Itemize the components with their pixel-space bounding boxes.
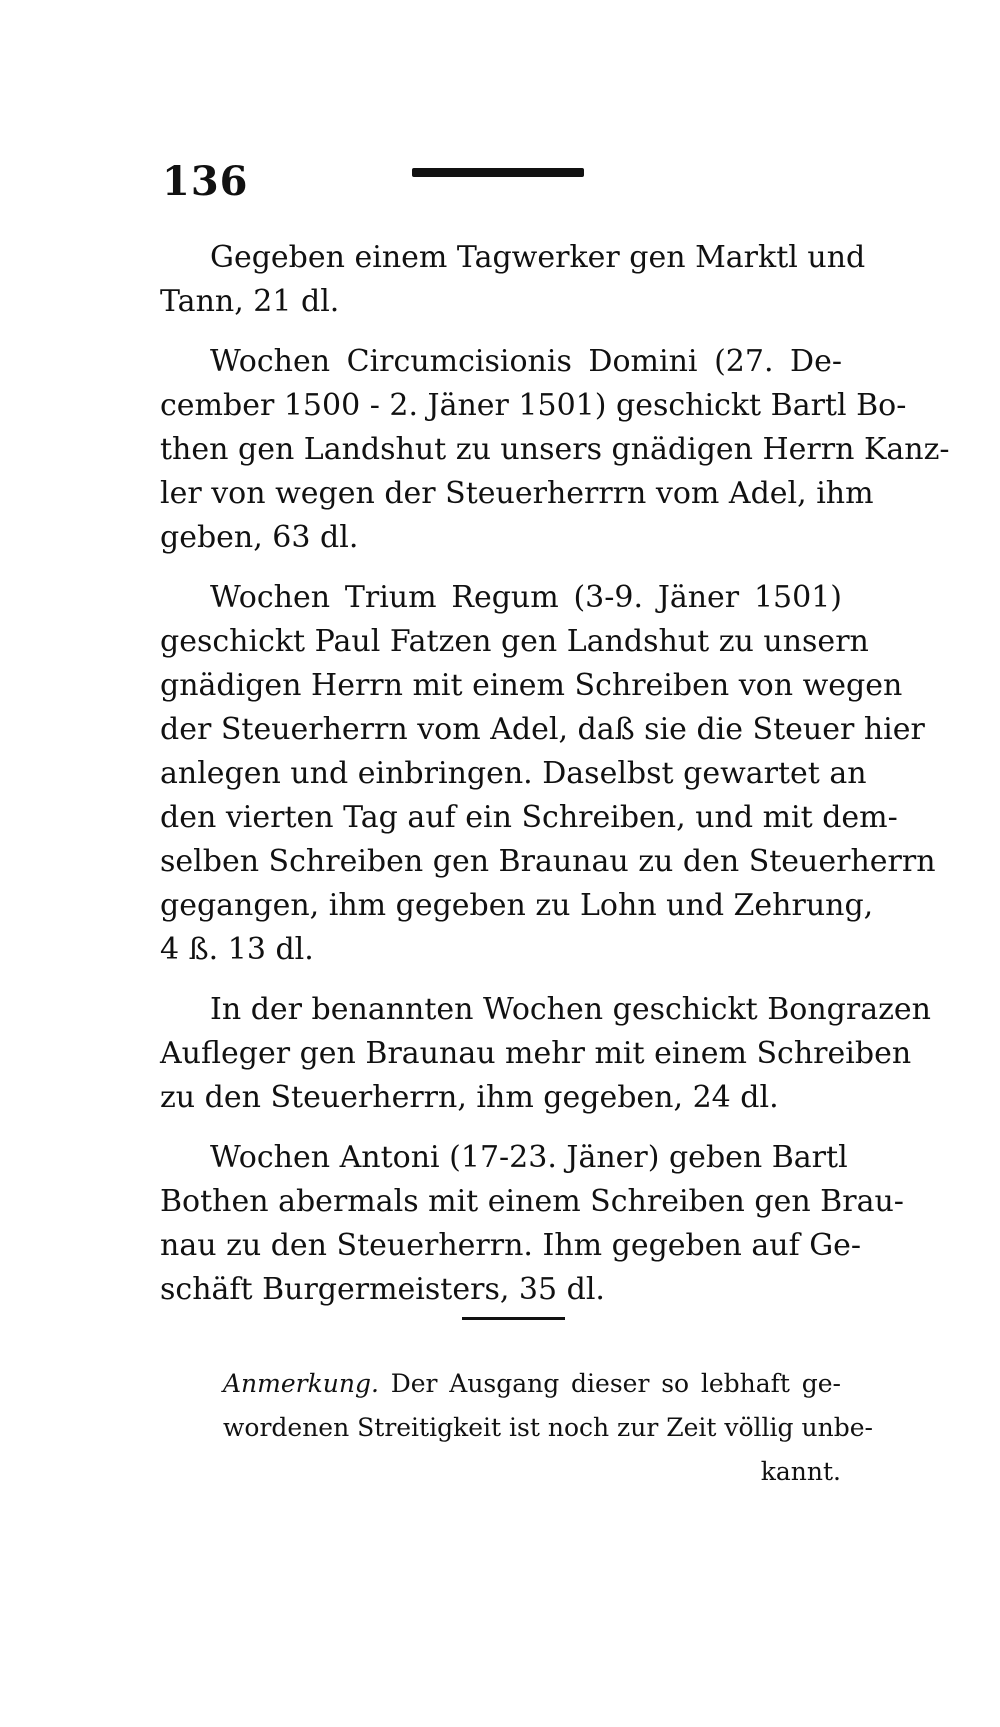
footnote-rule: [462, 1317, 565, 1320]
text-line: Aufleger gen Braunau mehr mit einem Schreiben: [160, 1036, 912, 1071]
footnote-line: wordenen Streitigkeit ist noch zur Zeit völlig unbe-: [223, 1413, 873, 1442]
text-line: nau zu den Steuerherrn. Ihm gegeben auf Ge-: [160, 1228, 862, 1263]
text-line: zu den Steuerherrn, ihm gegeben, 24 dl.: [160, 1080, 779, 1115]
paragraph-2: [160, 340, 950, 560]
text-line: Bothen abermals mit einem Schreiben gen Brau-: [160, 1184, 904, 1219]
text-line: schäft Burgermeisters, 35 dl.: [160, 1272, 605, 1307]
paragraph-4: [160, 988, 931, 1120]
text-line: Wochen Antoni (17-23. Jäner) geben Bartl: [210, 1140, 848, 1175]
header-rule: [412, 168, 584, 177]
footnote-line: [223, 1362, 841, 1406]
text-line: anlegen und einbringen. Daselbst gewartet an: [160, 756, 867, 791]
text-line: Tann, 21 dl.: [160, 284, 340, 319]
text-line: cember 1500 - 2. Jäner 1501) geschickt Bartl Bo-: [160, 388, 907, 423]
text-line: then gen Landshut zu unsers gnädigen Herrn Kanz-: [160, 432, 950, 467]
text-line: gnädigen Herrn mit einem Schreiben von wegen: [160, 668, 903, 703]
paragraph-5: [160, 1136, 904, 1312]
body-text: [160, 236, 950, 1312]
text-line: 4 ß. 13 dl.: [160, 932, 314, 967]
footnote: [223, 1362, 873, 1494]
text-line: den vierten Tag auf ein Schreiben, und mit dem-: [160, 800, 898, 835]
text-line: Wochen Circumcisionis Domini (27. De-: [210, 344, 842, 379]
text-line: selben Schreiben gen Braunau zu den Steuerherrn: [160, 844, 936, 879]
footnote-label: Anmerkung.: [223, 1369, 379, 1398]
page-number: 136: [162, 158, 249, 205]
text-line: Gegeben einem Tagwerker gen Marktl und: [210, 240, 866, 275]
text-line: gegangen, ihm gegeben zu Lohn und Zehrung,: [160, 888, 874, 923]
text-line: ler von wegen der Steuerherrrn vom Adel, ihm: [160, 476, 874, 511]
text-line: In der benannten Wochen geschickt Bongrazen: [210, 992, 931, 1027]
paragraph-3: [160, 576, 936, 972]
footnote-text: Der Ausgang dieser so lebhaft ge-: [390, 1369, 841, 1398]
text-line: geben, 63 dl.: [160, 520, 359, 555]
text-line: Wochen Trium Regum (3-9. Jäner 1501): [210, 580, 842, 615]
text-line: geschickt Paul Fatzen gen Landshut zu unsern: [160, 624, 869, 659]
footnote-line: kannt.: [760, 1457, 841, 1486]
text-line: der Steuerherrn vom Adel, daß sie die Steuer hier: [160, 712, 925, 747]
paragraph-1: [160, 236, 866, 324]
